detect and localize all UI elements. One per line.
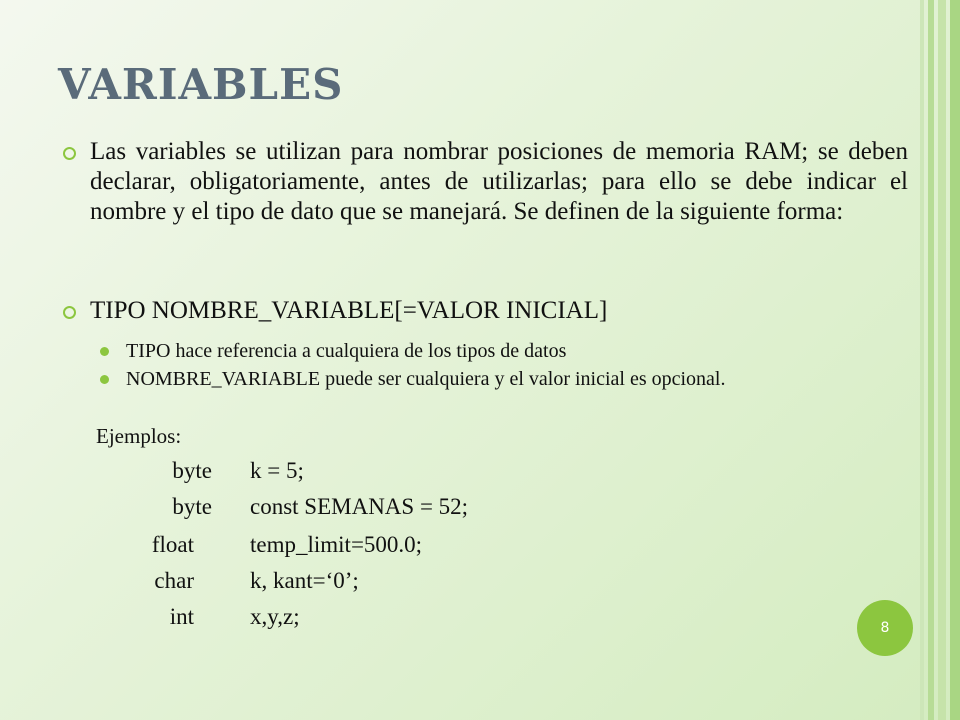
decorative-stripe (950, 0, 960, 720)
code-declaration: k, kant=‘0’; (250, 568, 359, 593)
code-type: byte (172, 494, 212, 519)
code-declaration: temp_limit=500.0; (250, 532, 423, 557)
bullet-item (58, 137, 908, 227)
examples-label: Ejemplos: (96, 424, 182, 448)
ring-bullet-icon (63, 147, 76, 160)
dot-bullet-icon (100, 347, 109, 356)
decorative-stripe (928, 0, 934, 720)
dot-bullet-icon (100, 375, 109, 384)
bullet-item (58, 296, 908, 326)
decorative-stripe (938, 0, 946, 720)
code-declaration: k = 5; (250, 458, 304, 483)
code-type: byte (172, 458, 212, 483)
code-type: int (169, 604, 194, 629)
code-declaration: const SEMANAS = 52; (250, 494, 469, 519)
decorative-stripe (920, 0, 924, 720)
page-number-badge: 8 (857, 600, 913, 656)
code-type: float (151, 532, 194, 557)
ring-bullet-icon (63, 306, 76, 319)
sub-bullet-text: TIPO hace referencia a cualquiera de los tipos de datos (126, 340, 567, 362)
sub-bullet-item (96, 340, 908, 362)
sub-bullet-item (96, 368, 908, 390)
sub-bullet-text: NOMBRE_VARIABLE puede ser cualquiera y el valor inicial es opcional. (126, 368, 726, 390)
bullet-text: TIPO NOMBRE_VARIABLE[=VALOR INICIAL] (90, 297, 608, 324)
bullet-text: Las variables se utilizan para nombrar posiciones de memoria RAM; se deben declarar, obligatoriamente, antes de utilizarlas; para ello se debe indicar el nombre y el tipo de dato que se manejará. Se definen de la siguiente forma: (90, 138, 908, 225)
code-declaration: x,y,z; (250, 604, 300, 629)
slide-title: VARIABLES (58, 60, 344, 109)
code-type: char (154, 568, 194, 593)
